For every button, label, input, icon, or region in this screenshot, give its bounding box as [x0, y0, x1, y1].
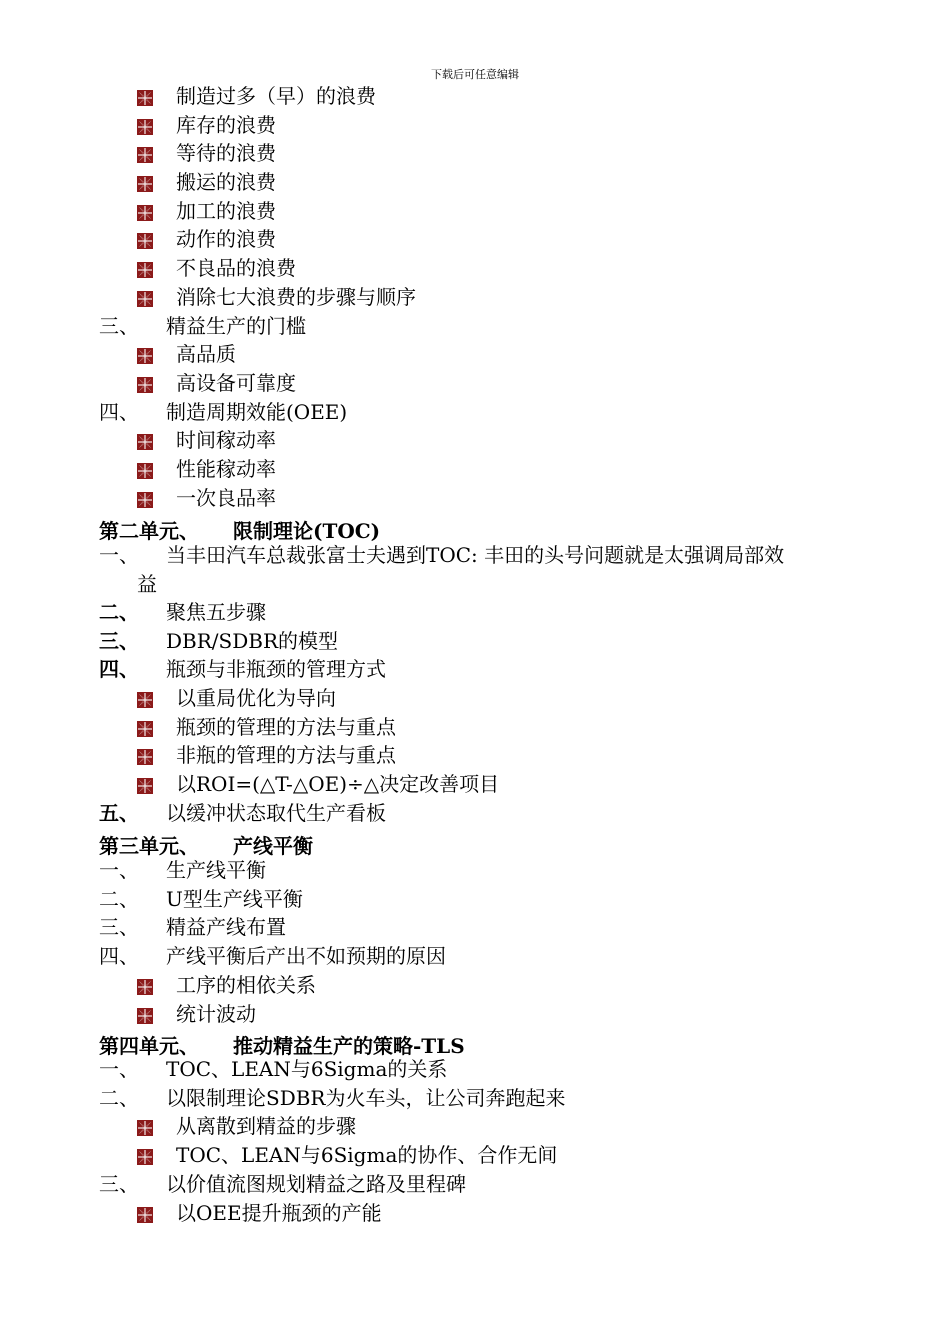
bullet-text: 制造过多（早）的浪费	[176, 84, 376, 108]
bullet-text: 不良品的浪费	[176, 256, 296, 280]
bullet-text: 性能稼动率	[176, 457, 276, 481]
u4-item-3-text: 以价值流图规划精益之路及里程碑	[166, 1172, 466, 1196]
cross-bullet-icon	[137, 291, 153, 307]
cross-bullet-icon	[137, 979, 153, 995]
bullet-text: 高品质	[176, 342, 236, 366]
cross-bullet-icon	[137, 692, 153, 708]
bullet-text: TOC、LEAN与6Sigma的协作、合作无间	[176, 1143, 558, 1167]
cross-bullet-icon	[137, 233, 153, 249]
cross-bullet-icon	[137, 1207, 153, 1223]
unit-4-label: 第四单元、	[99, 1034, 199, 1058]
cross-bullet-icon	[137, 262, 153, 278]
u2-item-3-text: DBR/SDBR的模型	[166, 629, 339, 653]
u2-item-2-text: 聚焦五步骤	[166, 600, 266, 624]
cross-bullet-icon	[137, 348, 153, 364]
u3-item-2-text: U型生产线平衡	[166, 887, 303, 911]
cross-bullet-icon	[137, 90, 153, 106]
u2-item-5-text: 以缓冲状态取代生产看板	[166, 801, 386, 825]
cross-bullet-icon	[137, 721, 153, 737]
cross-bullet-icon	[137, 434, 153, 450]
u4-item-1-text: TOC、LEAN与6Sigma的关系	[166, 1057, 448, 1081]
u3-item-1-number: 一、	[99, 858, 139, 882]
u2-item-4-number: 四、	[99, 657, 139, 681]
u3-item-4-text: 产线平衡后产出不如预期的原因	[166, 944, 446, 968]
u4-item-2-number: 二、	[99, 1086, 139, 1110]
u2-item-1-text: 当丰田汽车总裁张富士夫遇到TOC: 丰田的头号问题就是太强调局部效	[166, 543, 785, 567]
bullet-text: 一次良品率	[176, 486, 276, 510]
bullet-text: 从离散到精益的步骤	[176, 1114, 356, 1138]
bullet-text: 以OEE提升瓶颈的产能	[176, 1201, 382, 1225]
cross-bullet-icon	[137, 463, 153, 479]
bullet-text: 非瓶的管理的方法与重点	[176, 743, 396, 767]
unit-3-label: 第三单元、	[99, 834, 199, 858]
cross-bullet-icon	[137, 377, 153, 393]
bullet-text: 瓶颈的管理的方法与重点	[176, 715, 396, 739]
u2-item-2-number: 二、	[99, 600, 139, 624]
page-header: 下载后可任意编辑	[431, 68, 519, 81]
bullet-text: 加工的浪费	[176, 199, 276, 223]
u2-item-1-number: 一、	[99, 543, 139, 567]
cross-bullet-icon	[137, 176, 153, 192]
section-3-text: 精益生产的门槛	[166, 314, 306, 338]
bullet-text: 工序的相依关系	[176, 973, 316, 997]
bullet-text: 动作的浪费	[176, 227, 276, 251]
cross-bullet-icon	[137, 1120, 153, 1136]
bullet-text: 时间稼动率	[176, 428, 276, 452]
bullet-text: 统计波动	[176, 1002, 256, 1026]
bullet-text: 以重局优化为导向	[176, 686, 336, 710]
section-3-number: 三、	[99, 314, 139, 338]
bullet-text: 消除七大浪费的步骤与顺序	[176, 285, 416, 309]
cross-bullet-icon	[137, 205, 153, 221]
cross-bullet-icon	[137, 1008, 153, 1024]
u3-item-3-text: 精益产线布置	[166, 915, 286, 939]
unit-3-title: 产线平衡	[233, 834, 313, 858]
unit-4-title: 推动精益生产的策略-TLS	[233, 1034, 465, 1058]
u2-item-5-number: 五、	[99, 801, 139, 825]
u2-item-4-text: 瓶颈与非瓶颈的管理方式	[166, 657, 386, 681]
cross-bullet-icon	[137, 119, 153, 135]
u3-item-1-text: 生产线平衡	[166, 858, 266, 882]
bullet-text: 等待的浪费	[176, 141, 276, 165]
section-4-text: 制造周期效能(OEE)	[166, 400, 348, 424]
unit-2-label: 第二单元、	[99, 519, 199, 543]
bullet-text: 以ROI=(△T-△OE)÷△决定改善项目	[176, 772, 500, 796]
u2-item-3-number: 三、	[99, 629, 139, 653]
u3-item-2-number: 二、	[99, 887, 139, 911]
unit-2-title: 限制理论(TOC)	[233, 519, 381, 543]
cross-bullet-icon	[137, 147, 153, 163]
section-4-number: 四、	[99, 400, 139, 424]
bullet-text: 搬运的浪费	[176, 170, 276, 194]
u4-item-2-text: 以限制理论SDBR为火车头，让公司奔跑起来	[166, 1086, 566, 1110]
cross-bullet-icon	[137, 1149, 153, 1165]
u4-item-1-number: 一、	[99, 1057, 139, 1081]
cross-bullet-icon	[137, 749, 153, 765]
cross-bullet-icon	[137, 492, 153, 508]
bullet-text: 高设备可靠度	[176, 371, 296, 395]
u3-item-4-number: 四、	[99, 944, 139, 968]
u2-item-1-continuation: 益	[137, 572, 157, 596]
u3-item-3-number: 三、	[99, 915, 139, 939]
u4-item-3-number: 三、	[99, 1172, 139, 1196]
bullet-text: 库存的浪费	[176, 113, 276, 137]
cross-bullet-icon	[137, 778, 153, 794]
